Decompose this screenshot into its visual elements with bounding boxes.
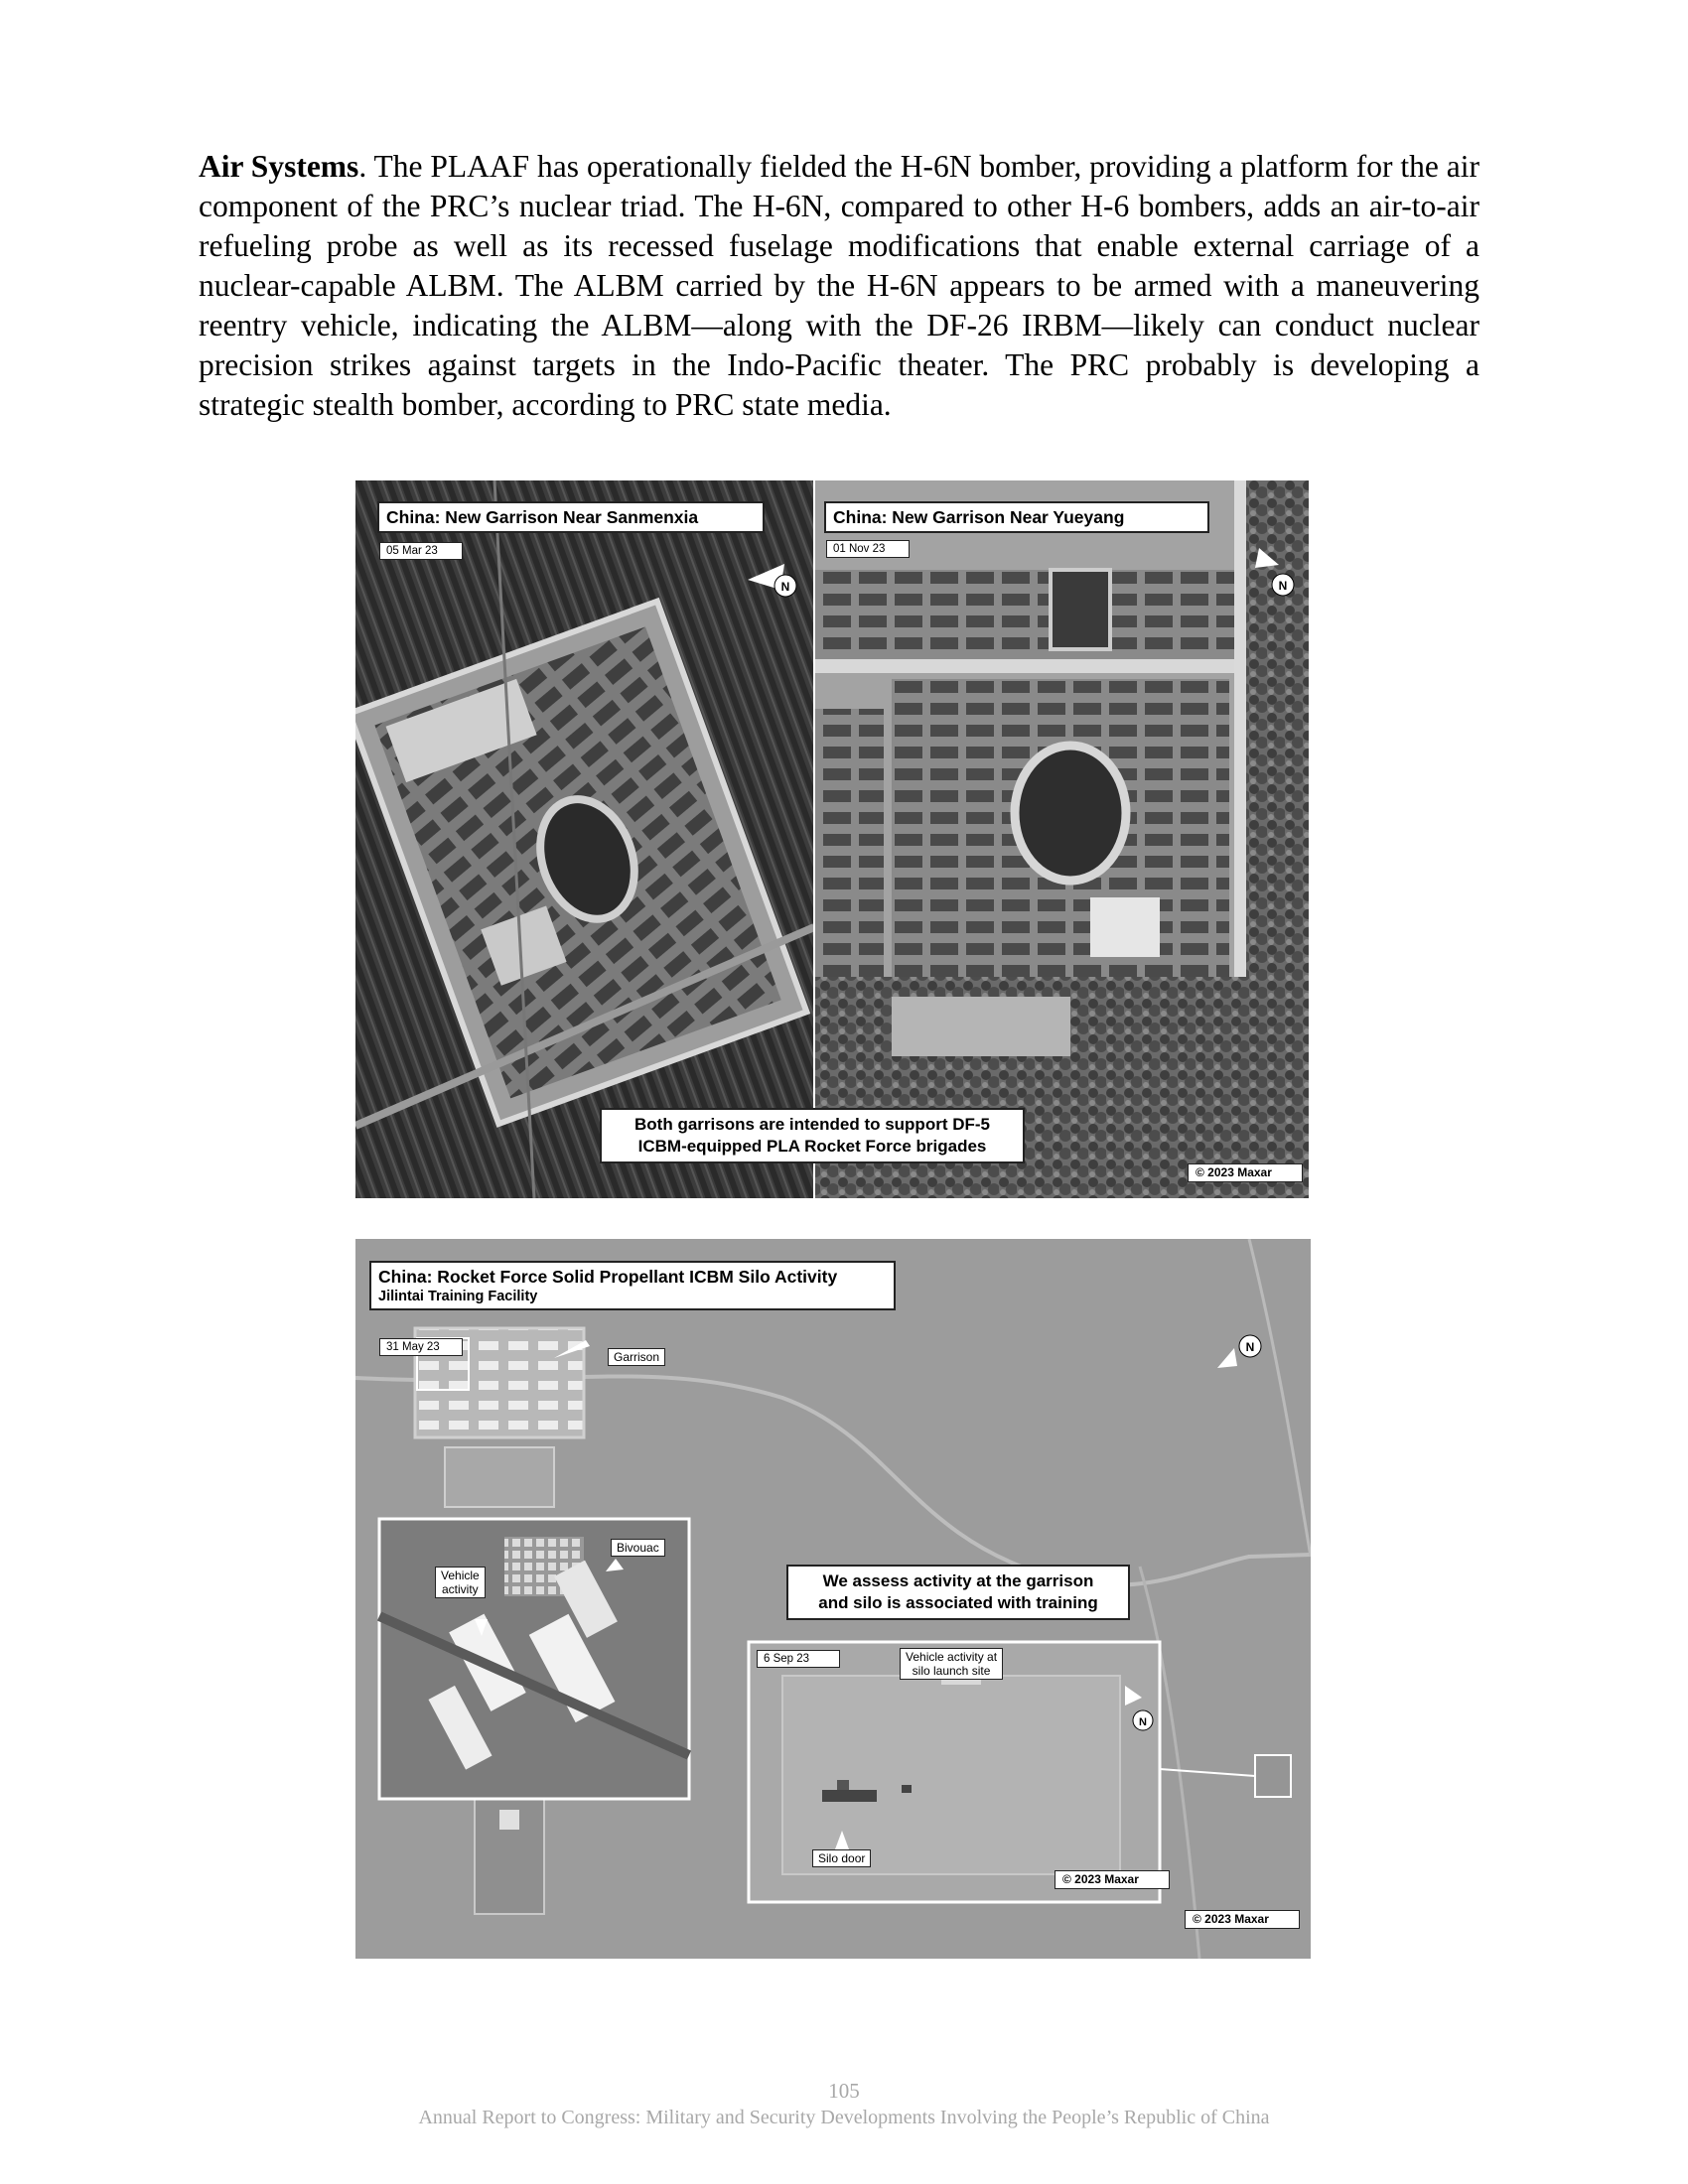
silo-activity-label <box>900 1648 1003 1680</box>
north-indicator-right: N <box>1278 579 1288 593</box>
left-image-title: China: New Garrison Near Sanmenxia <box>377 501 765 533</box>
figure2-caption-line2: and silo is associated with training <box>818 1593 1098 1612</box>
north-indicator-left: N <box>780 580 790 594</box>
figure2-title-box <box>369 1261 896 1310</box>
figure1-caption-line2: ICBM-equipped PLA Rocket Force brigades <box>637 1137 987 1156</box>
silo-activity-line2: silo launch site <box>912 1664 991 1678</box>
page-number: 105 <box>828 2079 860 2103</box>
north-indicator-main: N <box>1245 1340 1255 1354</box>
inset-copyright: © 2023 Maxar <box>1055 1870 1170 1889</box>
vehicle-activity-label <box>435 1567 486 1598</box>
garrison-satellite-image <box>355 480 1309 1198</box>
figure1-caption-line1: Both garrisons are intended to support DF-5 <box>634 1115 990 1134</box>
figure1-caption-box <box>600 1108 1025 1163</box>
figure2-caption-line1: We assess activity at the garrison <box>822 1571 1094 1590</box>
silo-imagery-figure <box>355 1239 1311 1959</box>
vehicle-activity-line2: activity <box>442 1582 479 1596</box>
paragraph-text: . The PLAAF has operationally fielded the H-6N bomber, providing a platform for the air component of the PRC’s nuclear triad. The H-6N, compared to other H-6 bombers, adds an air-to-air refueling probe as well as its recessed fuselage modifications that enable external carriage of a nuclear-capable ALBM. The ALBM carried by the H-6N appears to be armed with a maneuvering reentry vehicle, indicating the ALBM—along with the DF-26 IRBM—likely can conduct nuclear precision strikes against targets in the Indo-Pacific theater. The PRC probably is developing a strategic stealth bomber, according to PRC state media. <box>199 149 1479 422</box>
silo-door-label: Silo door <box>812 1849 871 1867</box>
figure1-copyright: © 2023 Maxar <box>1188 1163 1303 1182</box>
figure2-subtitle: Jilintai Training Facility <box>378 1289 538 1304</box>
right-image-date: 01 Nov 23 <box>826 540 910 558</box>
figure2-copyright: © 2023 Maxar <box>1185 1910 1300 1929</box>
garrison-imagery-figure <box>355 480 1309 1198</box>
silo-activity-line1: Vehicle activity at <box>906 1650 998 1664</box>
bivouac-label: Bivouac <box>611 1539 665 1557</box>
vehicle-activity-line1: Vehicle <box>441 1569 480 1582</box>
figure2-title: China: Rocket Force Solid Propellant ICBM Silo Activity <box>378 1267 838 1287</box>
north-indicator-inset: N <box>1139 1716 1147 1728</box>
figure2-date: 31 May 23 <box>379 1338 463 1356</box>
inset-date: 6 Sep 23 <box>757 1650 840 1668</box>
report-title: Annual Report to Congress: Military and Security Developments Involving the People’s Republic of China <box>418 2107 1270 2128</box>
body-paragraph <box>199 147 1479 425</box>
left-image-date: 05 Mar 23 <box>379 542 463 560</box>
section-lead: Air Systems <box>199 149 359 184</box>
right-image-title: China: New Garrison Near Yueyang <box>824 501 1209 533</box>
figure2-caption-box <box>786 1565 1130 1620</box>
garrison-label: Garrison <box>608 1348 665 1366</box>
